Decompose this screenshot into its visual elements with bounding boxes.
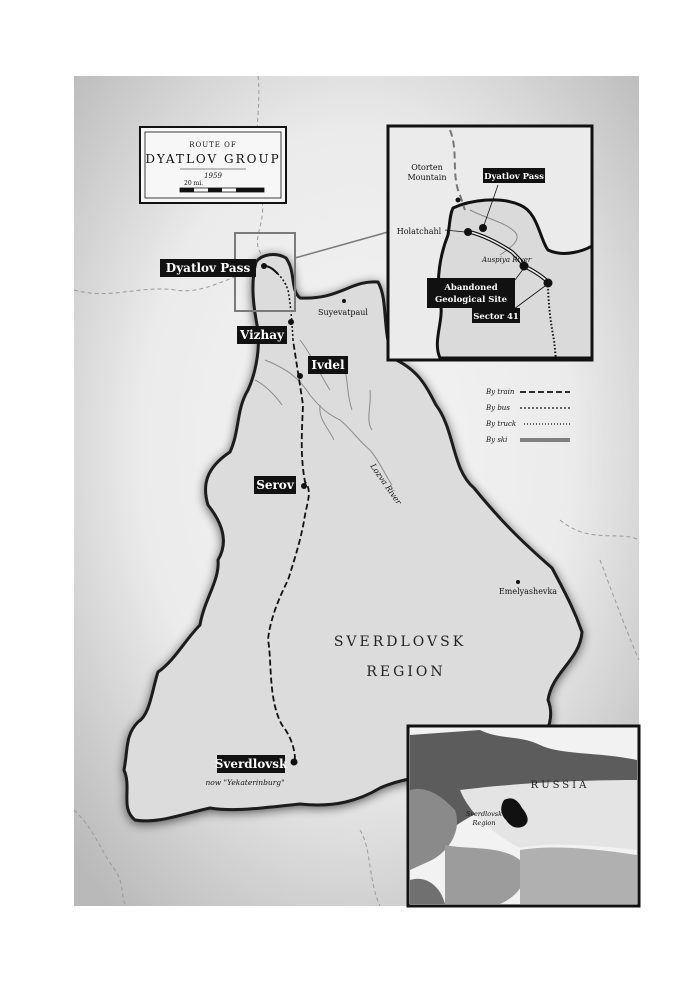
inset-abandoned-2: Geological Site xyxy=(435,295,507,305)
legend-truck: By truck xyxy=(486,420,517,428)
label-dyatlov-pass xyxy=(160,259,256,277)
point-sverdlovsk xyxy=(291,759,298,766)
scale-bar xyxy=(180,188,264,192)
label-emelyashevka: Emelyashevka xyxy=(498,587,558,596)
inset-sector: Sector 41 xyxy=(473,312,519,322)
inset-otorten-2: Mountain xyxy=(407,173,447,182)
title-box xyxy=(140,127,286,203)
region-name-line2: REGION xyxy=(366,664,446,680)
label-serov xyxy=(254,476,296,494)
inset-otorten-1: Otorten xyxy=(411,163,443,172)
sverdlovsk-note: now "Yekaterinburg" xyxy=(205,778,285,787)
region-name-line1: SVERDLOVSK xyxy=(333,634,467,650)
svg-text:Sverdlovsk: Sverdlovsk xyxy=(214,757,288,771)
russia-region-2: Region xyxy=(472,819,496,827)
point-serov xyxy=(301,483,307,489)
point-suyevatpaul xyxy=(342,299,346,303)
scale-label: 20 mi. xyxy=(184,180,204,187)
legend-ski: By ski xyxy=(486,436,508,444)
detail-inset xyxy=(388,126,592,360)
point-emelyashevka xyxy=(516,580,520,584)
russia-inset xyxy=(408,726,639,906)
title-line2: DYATLOV GROUP xyxy=(145,152,281,166)
label-vizhay xyxy=(237,326,287,344)
point-vizhay xyxy=(288,319,294,325)
label-suyevatpaul: Suyevatpaul xyxy=(318,308,368,317)
label-ivdel xyxy=(308,356,348,374)
title-year: 1959 xyxy=(204,172,222,180)
inset-auspiya-river: Auspiya River xyxy=(482,256,532,264)
label-lozva-river: Lozva River xyxy=(368,461,404,507)
svg-text:Vizhay: Vizhay xyxy=(240,328,284,342)
russia-label: RUSSIA xyxy=(530,780,590,791)
svg-text:Dyatlov Pass: Dyatlov Pass xyxy=(165,261,251,275)
title-line1: ROUTE OF xyxy=(189,141,237,149)
inset-dyatlov-pass: Dyatlov Pass xyxy=(484,172,544,182)
label-sverdlovsk xyxy=(215,755,288,773)
inset-abandoned-1: Abandoned xyxy=(444,283,498,293)
point-dyatlov-pass xyxy=(261,263,267,269)
legend-train: By train xyxy=(486,388,515,396)
svg-text:Serov: Serov xyxy=(256,478,294,492)
legend-bus: By bus xyxy=(486,404,510,412)
inset-holatchahl: Holatchahl xyxy=(396,227,442,236)
point-ivdel xyxy=(297,373,303,379)
svg-text:Ivdel: Ivdel xyxy=(311,358,345,372)
russia-region-1: Sverdlovsk xyxy=(465,810,503,818)
